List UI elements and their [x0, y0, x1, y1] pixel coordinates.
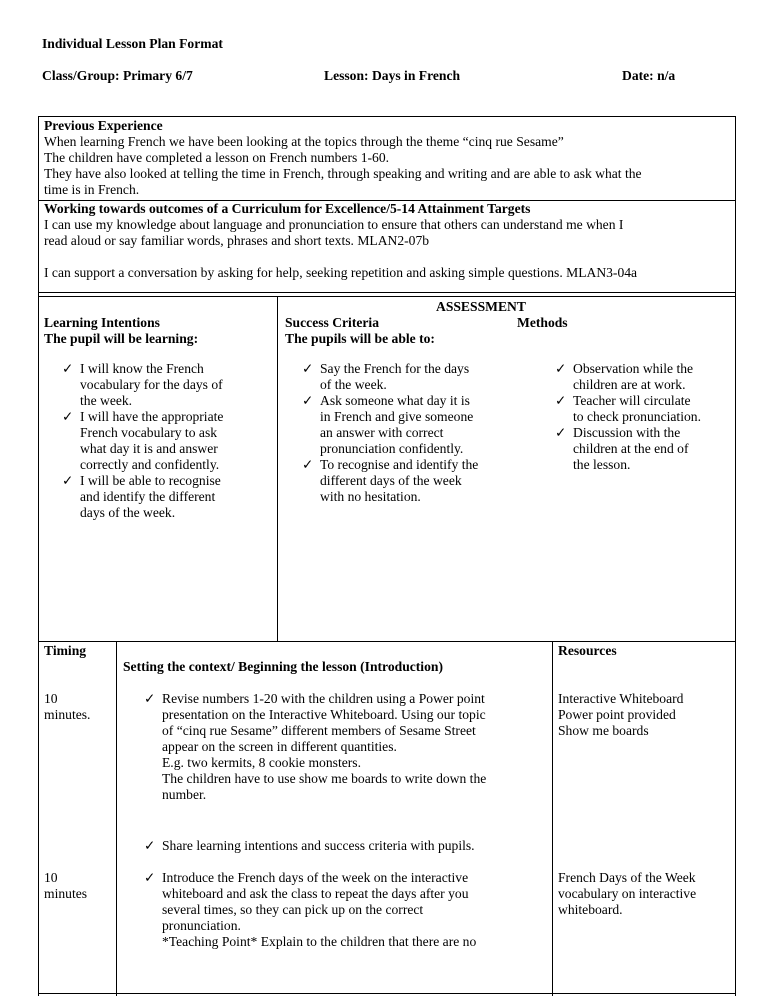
lesson-name: Lesson: Days in French: [324, 68, 461, 83]
checkmark-icon: ✓: [302, 361, 314, 376]
outcomes-heading: Working towards outcomes of a Curriculum for Excellence/5-14 Attainment Targets: [44, 201, 531, 216]
checkmark-icon: ✓: [144, 870, 156, 885]
outcome-text: read aloud or say familiar words, phrases and short texts. MLAN2-07b: [44, 233, 430, 248]
outcomes: [44, 201, 734, 281]
checkmark-icon: ✓: [62, 409, 74, 424]
checkmark-icon: ✓: [302, 393, 314, 408]
list-item: ✓ Ask someone what day it is in French and give someone an answer with correct pronunciation confidently.: [302, 393, 474, 456]
previous-experience-line: The children have completed a lesson on French numbers 1-60.: [44, 150, 390, 165]
document-title: Individual Lesson Plan Format: [42, 36, 223, 51]
lesson-date: Date: n/a: [622, 68, 676, 83]
learning-intentions-heading: Learning Intentions: [44, 315, 160, 330]
resources-row-2: French Days of the Week vocabulary on interactive whiteboard.: [558, 870, 697, 917]
outcome-text: I can use my knowledge about language and pronunciation to ensure that others can understand me when I: [44, 217, 624, 232]
learning-intentions-subheading: The pupil will be learning:: [44, 331, 199, 346]
checkmark-icon: ✓: [62, 473, 74, 488]
resources-row-1: Interactive Whiteboard Power point provided Show me boards: [558, 691, 684, 738]
previous-experience-line: time is in French.: [44, 182, 140, 197]
timing-row-1: 10 minutes.: [44, 691, 91, 722]
list-item: ✓ Introduce the French days of the week on the interactive whiteboard and ask the class to repeat the days after you several times, so they can pick up on the correct pronunciation. *Teaching Point* Explain to the children that there are no: [144, 870, 477, 949]
outcome-text: I can support a conversation by asking for help, seeking repetition and asking simple questions. MLAN3-04a: [44, 265, 638, 280]
context-heading: Setting the context/ Beginning the lesson (Introduction): [123, 659, 443, 674]
share-intentions: [144, 838, 548, 854]
list-item: ✓ Say the French for the days of the week.: [302, 361, 470, 392]
success-criteria-heading: Success Criteria: [285, 315, 379, 330]
checkmark-icon: ✓: [62, 361, 74, 376]
methods-heading: Methods: [517, 315, 568, 330]
assessment-heading: ASSESSMENT: [436, 299, 526, 314]
checkmark-icon: ✓: [144, 691, 156, 706]
checkmark-icon: ✓: [144, 838, 156, 853]
list-item: ✓ Share learning intentions and success criteria with pupils.: [144, 838, 475, 853]
list-item: ✓ Teacher will circulate to check pronunciation.: [555, 393, 701, 424]
list-item: ✓ I will know the French vocabulary for the days of the week.: [62, 361, 223, 408]
list-item: ✓ I will be able to recognise and identify the different days of the week.: [62, 473, 221, 520]
activity-row-1: [144, 691, 548, 803]
learning-intentions: [44, 315, 270, 521]
checkmark-icon: ✓: [302, 457, 314, 472]
checkmark-icon: ✓: [555, 393, 567, 408]
previous-experience-line: They have also looked at telling the time in French, through speaking and writing and are able to ask what the: [44, 166, 642, 181]
activity-row-2: [144, 870, 548, 950]
list-item: ✓ Revise numbers 1-20 with the children using a Power point presentation on the Interactive Whiteboard. Using our topic of “cinq rue Sesame” different members of Sesame Street appear on the screen in different quantities. E.g. two kermits, 8 cookie monsters. The children have to use show me boards to write down the number.: [144, 691, 487, 802]
timing-row-2: 10 minutes: [44, 870, 88, 901]
success-criteria: [285, 315, 525, 505]
checkmark-icon: ✓: [555, 425, 567, 440]
list-item: ✓ To recognise and identify the different days of the week with no hesitation.: [302, 457, 479, 504]
checkmark-icon: ✓: [555, 361, 567, 376]
success-criteria-subheading: The pupils will be able to:: [285, 331, 435, 346]
timing-heading: Timing: [44, 643, 87, 658]
list-item: ✓ Observation while the children are at work.: [555, 361, 694, 392]
assessment-methods: [538, 361, 734, 473]
resources-heading: Resources: [558, 643, 617, 658]
previous-experience: [44, 118, 734, 198]
class-group: Class/Group: Primary 6/7: [42, 68, 193, 83]
previous-experience-heading: Previous Experience: [44, 118, 163, 133]
previous-experience-line: When learning French we have been looking at the topics through the theme “cinq rue Sesame”: [44, 134, 564, 149]
list-item: ✓ I will have the appropriate French vocabulary to ask what day it is and answer correctly and confidently.: [62, 409, 224, 472]
list-item: ✓ Discussion with the children at the end of the lesson.: [555, 425, 689, 472]
